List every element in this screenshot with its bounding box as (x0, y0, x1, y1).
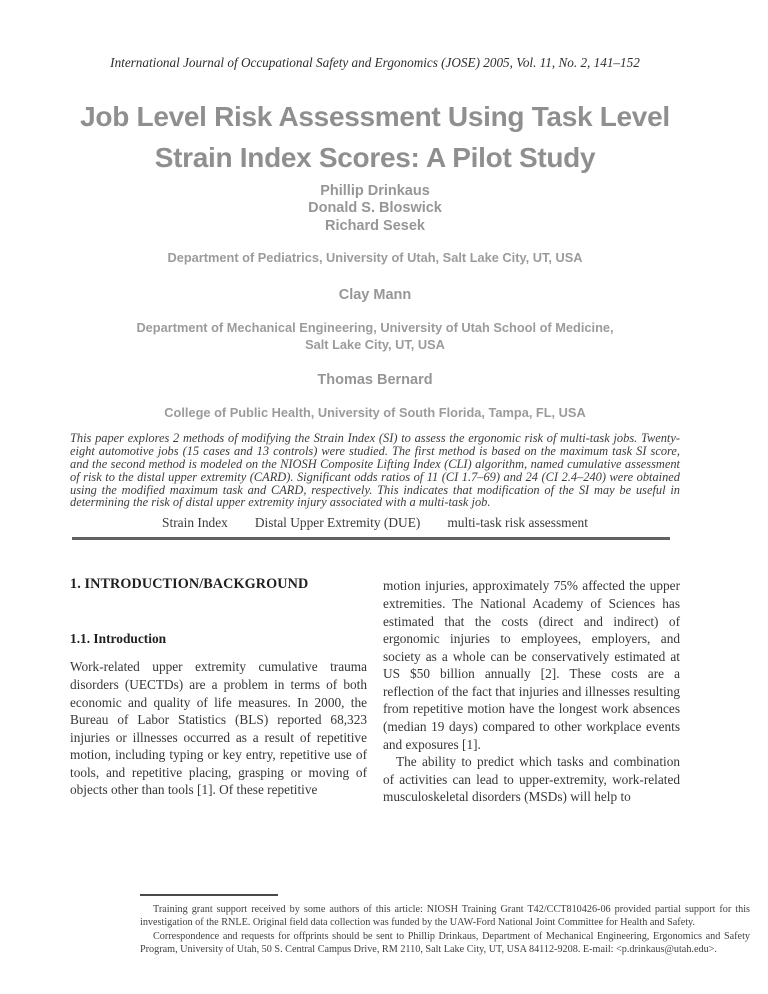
body-paragraph: The ability to predict which tasks and combination of activities can lead to upper-extremity, work-related musculoskeletal disorders (MSDs) will help to (383, 754, 680, 805)
keyword: Distal Upper Extremity (DUE) (254, 515, 421, 531)
footnote-correspondence-text: Correspondence and requests for offprints should be sent to Phillip Drinkaus, Department of Mechanical Engineering, Ergonomics and Safety Program, University of Utah, 50 S. Central Campus Drive, RM 2110, Salt Lake City, UT, USA 84112-9208. E-mail: <p.drinkaus@utah.edu>. (140, 930, 750, 956)
body-columns (70, 576, 680, 806)
author-name: Donald S. Bloswick (308, 200, 442, 217)
author-name: Richard Sesek (325, 217, 425, 234)
section-divider-rule (72, 537, 670, 540)
section-heading-introduction-background: 1. INTRODUCTION/BACKGROUND (70, 576, 309, 593)
keyword: Strain Index (162, 515, 228, 531)
affiliation-mech-engineering (70, 320, 680, 353)
affiliation-pediatrics: Department of Pediatrics, University of Utah, Salt Lake City, UT, USA (167, 249, 583, 265)
subsection-heading-introduction: 1.1. Introduction (70, 631, 167, 647)
page-content (70, 55, 750, 956)
right-column (383, 576, 680, 806)
body-paragraph: motion injuries, approximately 75% affected the upper extremities. The National Academy of Sciences has estimated that the costs (direct and indirect) of ergonomic injuries to employees, employers, and society as a whole can be conservatively estimated at US $50 billion annually [2]. These costs are a reflection of the fact that injuries and illnesses resulting from repetitive motion have the longest work absences (median 19 days) compared to other workplace events and exposures [1]. (383, 578, 680, 752)
footnote-block (140, 894, 750, 957)
footnote-divider-rule (140, 894, 278, 896)
title-line-2: Strain Index Scores: A Pilot Study (154, 142, 596, 173)
keyword: multi-task risk assessment (447, 515, 588, 531)
author-group-1 (70, 183, 680, 235)
title-line-1: Job Level Risk Assessment Using Task Level (80, 101, 670, 132)
author-name: Clay Mann (338, 287, 412, 304)
affiliation-line: Salt Lake City, UT, USA (305, 336, 445, 352)
author-name: Phillip Drinkaus (320, 183, 430, 199)
keywords-row (70, 514, 680, 531)
footnote-funding-text: Training grant support received by some authors of this article: NIOSH Training Grant T42/CCT810426-06 provided partial support for this investigation of the RNLE. Original field data collection was funded by the UAW-Ford National Joint Committee for Health and Safety. (140, 904, 750, 929)
affiliation-line: Department of Mechanical Engineering, University of Utah School of Medicine, (136, 320, 614, 336)
author-name: Thomas Bernard (317, 372, 433, 389)
body-paragraph: Work-related upper extremity cumulative trauma disorders (UECTDs) are a problem in terms of both economic and quality of life measures. In 2000, the Bureau of Labor Statistics (BLS) reported 68,323 injuries or illnesses occurred as a result of repetitive motion, including typing or key entry, repetitive use of tools, and repetitive placing, grasping or moving of objects other than tools [1]. Of these repetitive (70, 659, 367, 798)
affiliation-public-health: College of Public Health, University of South Florida, Tampa, FL, USA (164, 405, 586, 421)
journal-header: International Journal of Occupational Safety and Ergonomics (JOSE) 2005, Vol. 11, No. 2, 141–152 (110, 55, 640, 70)
paper-title (70, 96, 680, 178)
left-column (70, 576, 367, 806)
abstract-text: This paper explores 2 methods of modifying the Strain Index (SI) to assess the ergonomic risk of multi-task jobs. Twenty-eight automotive jobs (15 cases and 13 controls) were studied. The first method is based on the maximum task SI score, and the second method is modeled on the NIOSH Composite Lifting Index (CLI) algorithm, named cumulative assessment of risk to the distal upper extremity (CARD). Significant odds ratios of 11 (CI 1.7–69) and 24 (CI 2.4–240) were obtained using the modified maximum task and CARD, respectively. This indicates that modification of the SI may be useful in determining the risk of distal upper extremity injury associated with a multi-task job. (70, 430, 680, 510)
